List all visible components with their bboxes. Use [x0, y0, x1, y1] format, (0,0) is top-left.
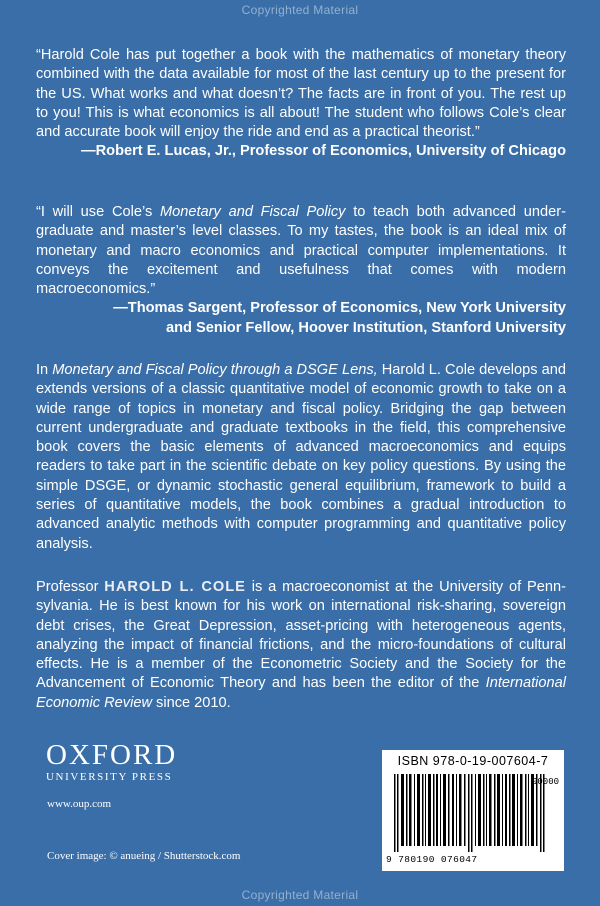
- publisher-logo: OXFORD UNIVERSITY PRESS: [46, 739, 178, 783]
- author-bio: Professor HAROLD L. COLE is a macroeconomist at the University of Pennsylvania. He is best known for his work on international risk-sharing, sovereign debt crises, the Great Depression, asset-pricing with heterogeneous agents, analyzing the impact of financial frictions, and the micro-foundations of cultural effects. He is a member of the Econometric Society and the Society for the Advancement of Economic Theory and has been the editor of the International Economic Review since 2010.: [36, 579, 566, 711]
- quote-attribution-line-2: and Senior Fellow, Hoover Institution, Stanford University: [165, 319, 566, 336]
- author-name: HAROLD L. COLE: [104, 579, 246, 595]
- book-description: In Monetary and Fiscal Policy through a DSGE Lens, Harold L. Cole develops and extends versions of a classic quantitative model of economic growth to take on a wide range of topics in monetary and fiscal policy. Bridging the gap between current undergraduate and graduate textbooks in the field, this comprehensive book covers the basic elements of advanced macroeconomics and equips readers to take part in the scientific debate on key policy questions. By using the simple DSGE, or dynamic stochastic general equilibrium, framework to build a series of quantitative models, the book combines a gradual introduction to advanced analytic methods with computer programming and quantitative policy analysis.: [36, 362, 566, 552]
- watermark-top: Copyrighted Material: [241, 3, 359, 17]
- watermark-bottom: Copyrighted Material: [241, 888, 359, 902]
- quote-text: “I will use Cole’s Monetary and Fiscal Policy to teach both advanced undergraduate and master’s level classes. To my tastes, the book is an ideal mix of monetary and macro economics and practical computer implementations. It conveys the excitement and usefulness that comes with modern macroeconomics.”: [36, 204, 567, 298]
- endorsement-sargent: [36, 203, 566, 338]
- endorsement-lucas: [36, 46, 566, 162]
- price-code: 90000: [532, 777, 560, 787]
- ean-digits: 9 780190 076047: [386, 854, 478, 865]
- isbn-number: ISBN 978-0-19-007604-7: [397, 754, 549, 768]
- quote-text: “Harold Cole has put together a book with the mathematics of monetary theory combined with the data available for most of the last century up to the present for the US. What works and what doesn’t? The facts are in front of you. The rest up to you! This is what economics is all about! The student who follows Cole’s clear and accurate book will enjoy the ride and end as a practical theorist.”: [36, 47, 566, 141]
- isbn-barcode: [382, 750, 564, 871]
- cover-credit: Cover image: © anueing / Shutterstock.com: [47, 850, 241, 862]
- publisher-url[interactable]: www.oup.com: [47, 798, 112, 810]
- barcode-icon: [394, 774, 552, 852]
- quote-attribution: —Thomas Sargent, Professor of Economics, New York University: [113, 300, 566, 317]
- quote-attribution: —Robert E. Lucas, Jr., Professor of Economics, University of Chicago: [81, 143, 566, 160]
